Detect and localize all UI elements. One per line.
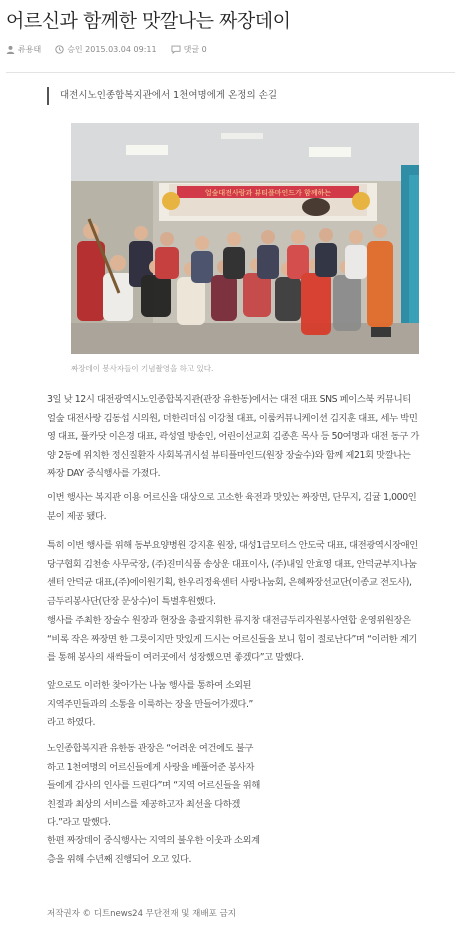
article-paragraph: 한편 짜장데이 중식행사는 지역의 불우한 이웃과 소외계층을 위해 수년째 진행되어 오고 있다. bbox=[47, 835, 260, 865]
comments-link[interactable] bbox=[171, 44, 207, 55]
publish-date bbox=[55, 44, 156, 55]
comments-count: 댓글 0 bbox=[183, 45, 207, 54]
article-paragraph: 특히 이번 행사를 위해 동부요양병원 강지훈 원장, 대성1급모터스 안도국 대표, 대전광역시장애인당구협회 김천송 사무국장, (주)진미식품 송상운 대표이사, (주)내일 안효영 대표, 안덕균부지나눔센터 안덕균 대표,(주)에이원기획, 한우리정육센터 사랑나눔회, 은혜짜장선교단(이종교 전도사), 금두리봉사단(단장 문상수)이 특별후원했다. bbox=[47, 540, 418, 607]
volunteers-group-photo bbox=[71, 123, 419, 354]
article-paragraph: 행사를 주최한 장술수 원장과 현장을 총괄지휘한 류지창 대전금두리자원봉사연합 운영위원장은 “비록 작은 짜장면 한 그릇이지만 맛있게 드시는 어르신들을 보니 힘이 절로난다”며 “이러한 계기를 통해 봉사의 새싹들이 여러곳에서 성장했으면 좋겠다”고 말했다. bbox=[47, 615, 417, 663]
photo-caption: 짜장데이 봉사자들이 기념촬영을 하고 있다. bbox=[71, 364, 214, 373]
article-paragraph: 앞으로도 이러한 찾아가는 나눔 행사를 통하여 소외된 지역주민들과의 소통을 이룩하는 장을 만들어가겠다.” 라고 하였다. bbox=[47, 680, 253, 728]
publish-date-text: 승인 2015.03.04 09:11 bbox=[67, 45, 157, 54]
photo-banner-text: 얼숲대전사람과 뷰티플마인드가 함께하는 bbox=[204, 189, 332, 197]
copyright-notice: 저작권자 © 디트news24 무단전재 및 재배포 금지 bbox=[47, 909, 236, 919]
user-icon bbox=[6, 45, 15, 54]
author-byline[interactable] bbox=[6, 44, 41, 55]
author-name: 류용태 bbox=[18, 45, 42, 54]
comment-icon bbox=[171, 45, 181, 54]
article-paragraph: 3일 낮 12시 대전광역시노인종합복지관(관장 유한동)에서는 대전 대표 SNS 페이스북 커뮤니티 얼숲 대전사랑 김동섭 시의원, 더한리더십 이강철 대표, 이룸커뮤니케이션 김지훈 대표, 세누 박민영 대표, 풀카닷 이은경 대표, 곽성열 방송인, 어린이선교회 김종흔 목사 등 50여명과 대전 동구 가양 2동에 위치한 정신질환자 사회복귀시설 뷰티플마인드(원장 장술수)와 함께 제21회 맛깔나는 짜장 DAY 중식행사를 가졌다. bbox=[47, 394, 419, 479]
article-paragraph: 노인종합복지관 유한동 관장은 “어려운 여건에도 불구하고 1천여명의 어르신들에게 사랑을 베풀어준 봉사자들에게 감사의 인사를 드린다”며 “지역 어르신들을 위해 친절과 최상의 서비스를 제공하고자 최선을 다하겠다.”라고 말했다. bbox=[47, 743, 260, 828]
article-subheading: 대전시노인종합복지관에서 1천여명에게 온정의 손길 bbox=[47, 87, 277, 105]
article-title: 어르신과 함께한 맛깔나는 짜장데이 bbox=[6, 10, 291, 32]
article-photo[interactable] bbox=[71, 123, 419, 354]
article-meta bbox=[6, 44, 207, 55]
header-divider bbox=[6, 72, 455, 73]
article-paragraph: 이번 행사는 복지관 이용 어르신을 대상으로 고소한 육전과 맛있는 짜장면, 단무지, 김귤 1,000인분이 제공 됐다. bbox=[47, 492, 417, 522]
clock-icon bbox=[55, 45, 64, 54]
